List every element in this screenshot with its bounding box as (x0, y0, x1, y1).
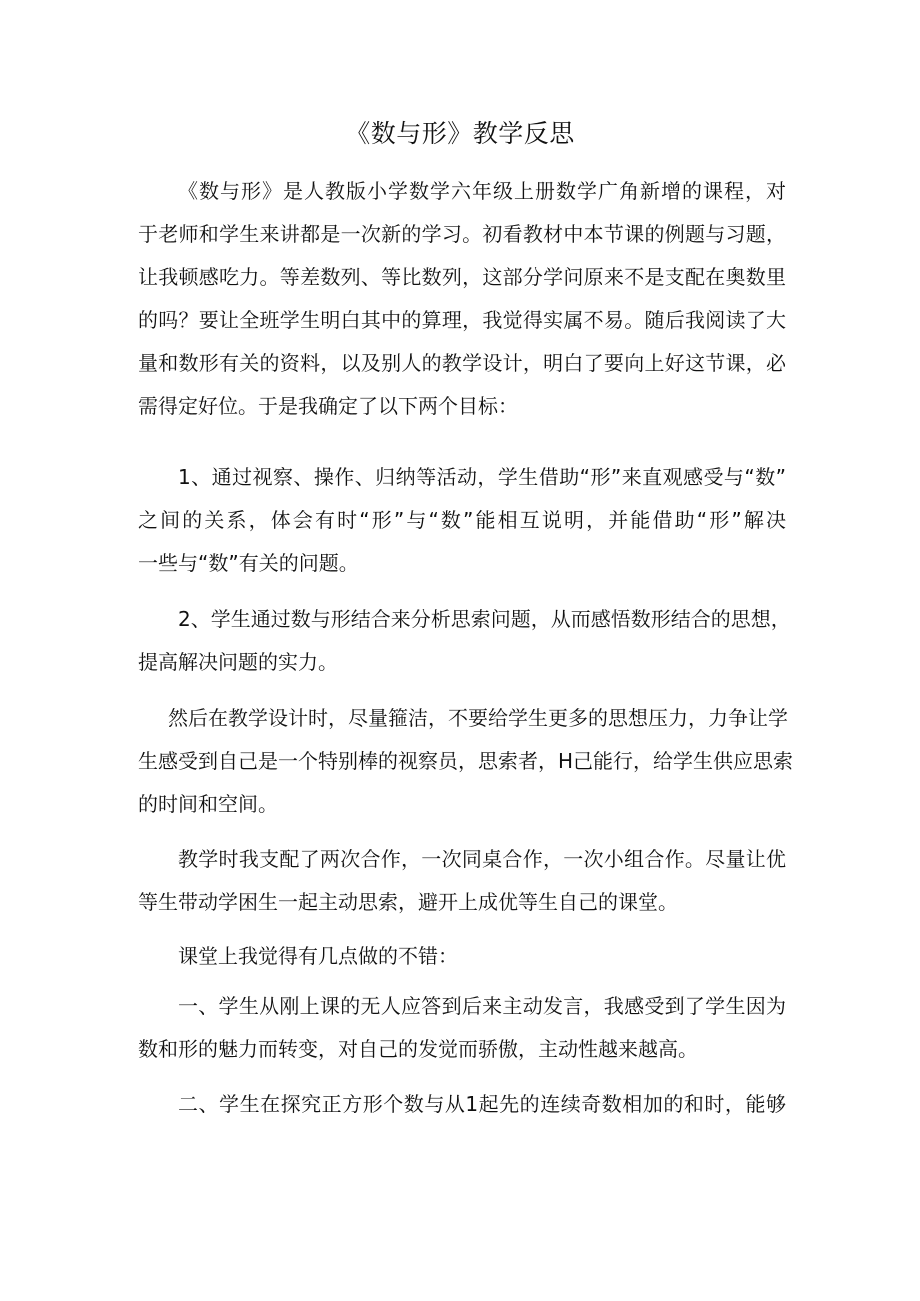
text-line: 然后在教学设计时，尽量箍洁，不要给学生更多的思想压力，力争让学 (168, 706, 788, 730)
text-line: 数和形的魅力而转变，对自己的发觉而骄傲，主动性越来越高。 (138, 1037, 698, 1061)
paragraph-highlight-2 (138, 1083, 786, 1126)
paragraph-highlight-1 (138, 985, 786, 1071)
text-line: 一些与“数”有关的问题。 (138, 551, 359, 575)
paragraph-design (138, 697, 794, 826)
text-line: 于老师和学生来讲都是一次新的学习。初看教材中本节课的例题与习题， (138, 222, 786, 246)
paragraph-intro (138, 170, 786, 428)
text-line: 等生带动学困生一起主动思索，避开上成优等生自己的课堂。 (138, 890, 678, 914)
text-line: 1、通过视察、操作、归纳等活动，学生借助“形”来直观感受与“数” (178, 465, 786, 489)
text-line: 二、学生在探究正方形个数与从1起先的连续奇数相加的和时，能够 (178, 1092, 786, 1116)
text-line: 的时间和空间。 (138, 792, 278, 816)
text-line: 教学时我支配了两次合作，一次同桌合作，一次小组合作。尽量让优 (178, 847, 786, 871)
text-line: 生感受到自己是一个特别棒的视察员，思索者，H己能行，给学生供应思索 (138, 749, 794, 773)
text-line: 课堂上我觉得有几点做的不错： (178, 944, 458, 968)
paragraph-cooperation (138, 838, 786, 924)
document-title: 《数与形》教学反思 (345, 119, 575, 148)
text-line: 之间的关系，体会有时“形”与“数”能相互说明，并能借助“形”解决 (138, 508, 786, 532)
paragraph-highlights-intro (138, 935, 786, 978)
paragraph-goal-1 (138, 456, 786, 585)
text-line: 一、学生从刚上课的无人应答到后来主动发言，我感受到了学生因为 (178, 994, 786, 1018)
text-line: 量和数形有关的资料，以及别人的教学设计，明白了要向上好这节课，必 (138, 351, 786, 375)
paragraph-goal-2 (138, 598, 791, 684)
text-line: 需得定好位。于是我确定了以下两个目标： (138, 394, 518, 418)
text-line: 提高解决问题的实力。 (138, 650, 338, 674)
text-line: 的吗？要让全班学生明白其中的算理，我觉得实属不易。随后我阅读了大 (138, 308, 786, 332)
text-line: 2、学生通过数与形结合来分析思索问题，从而感悟数形结合的思想， (178, 607, 791, 631)
text-line: 让我顿感吃力。等差数列、等比数列，这部分学问原来不是支配在奥数里 (138, 265, 786, 289)
text-line: 《数与形》是人教版小学数学六年级上册数学广角新增的课程，对 (178, 179, 786, 203)
